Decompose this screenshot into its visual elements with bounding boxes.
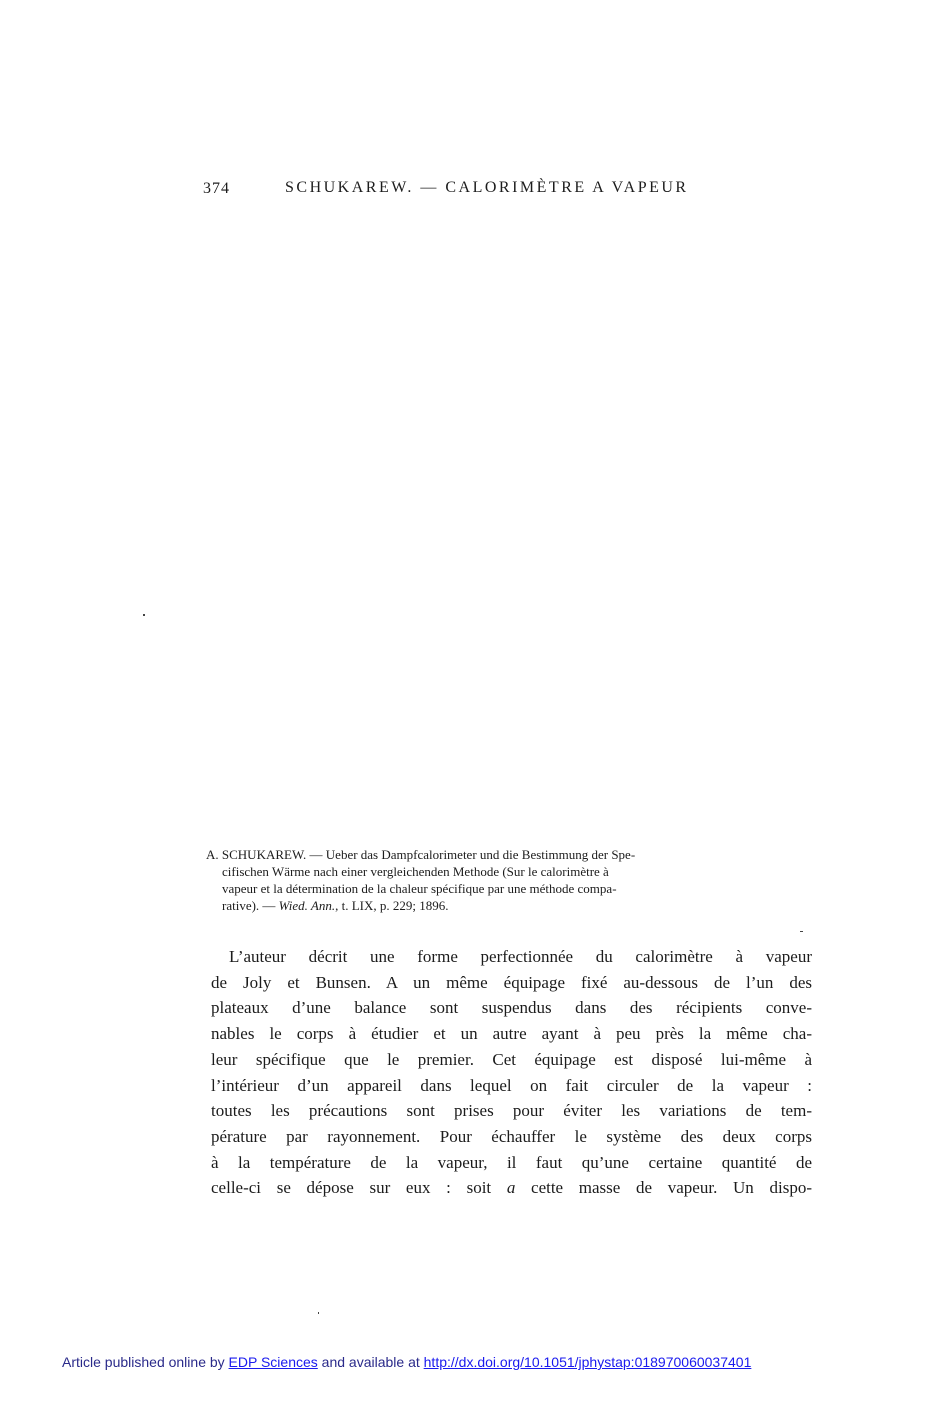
publication-footer — [62, 1354, 751, 1370]
running-header: SCHUKAREW. — CALORIMÈTRE A VAPEUR — [285, 179, 689, 196]
reference-text: , t. LIX, p. 229; 1896. — [335, 898, 449, 913]
footer-text: and available at — [317, 1354, 424, 1370]
paragraph-text: cette masse de vapeur. Un dispo- — [515, 1178, 812, 1198]
paragraph-line: L’auteur décrit une forme perfectionnée du calorimètre à vapeur — [229, 947, 812, 966]
journal-title: Wied. Ann. — [278, 898, 336, 913]
publisher-link[interactable]: EDP Sciences — [228, 1354, 318, 1370]
paragraph-line: nables le corps à étudier et un autre ayant à peu près la même cha- — [211, 1024, 812, 1044]
paragraph-line: l’intérieur d’un appareil dans lequel on fait circuler de la vapeur : — [211, 1075, 812, 1095]
page-number: 374 — [203, 180, 230, 197]
paragraph-line: leur spécifique que le premier. Cet équipage est disposé lui-même à — [211, 1049, 812, 1069]
variable-symbol: a — [506, 1178, 516, 1198]
doi-link[interactable]: http://dx.doi.org/10.1051/jphystap:018970060037401 — [423, 1354, 752, 1370]
paragraph-line: à la température de la vapeur, il faut qu’une certaine quantité de — [211, 1152, 812, 1172]
speck-mark — [143, 614, 145, 616]
paragraph-line: toutes les précautions sont prises pour éviter les variations de tem- — [211, 1101, 812, 1121]
paragraph-text: celle-ci se dépose sur eux : soit — [211, 1178, 507, 1198]
paragraph-line: pérature par rayonnement. Pour échauffer le système des deux corps — [211, 1126, 812, 1146]
reference-line: cifischen Wärme nach einer vergleichenden Methode (Sur le calorimètre à — [222, 864, 609, 879]
paragraph-line — [211, 1175, 812, 1201]
paragraph-line: plateaux d’une balance sont suspendus dans des récipients conve- — [211, 998, 812, 1018]
speck-mark — [800, 931, 803, 932]
bibliographic-reference — [206, 846, 812, 914]
body-paragraph — [211, 944, 812, 1201]
speck-mark — [318, 1312, 319, 1314]
reference-line: A. SCHUKAREW. — Ueber das Dampfcalorimeter und die Bestimmung der Spe- — [206, 847, 636, 862]
reference-text: rative). — — [222, 898, 279, 913]
paragraph-line: de Joly et Bunsen. A un même équipage fixé au-dessous de l’un des — [211, 972, 812, 992]
reference-line: vapeur et la détermination de la chaleur spécifique par une méthode compa- — [222, 881, 617, 896]
footer-text: Article published online by — [62, 1354, 229, 1370]
reference-line — [206, 897, 812, 914]
